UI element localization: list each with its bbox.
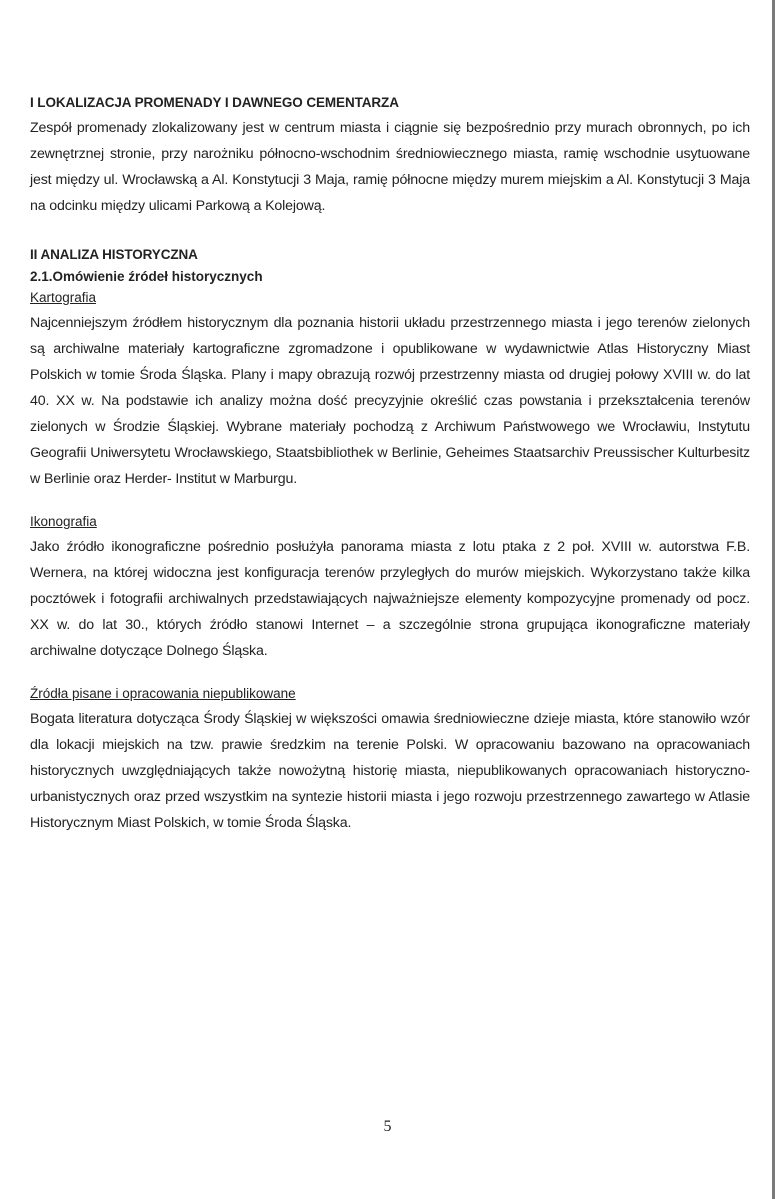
paragraph-ikonografia: Jako źródło ikonograficzne pośrednio posłużyła panorama miasta z lotu ptaka z 2 poł. XVIII w. autorstwa F.B. Wernera, na której widoczna jest konfiguracja terenów przyległych do murów miejskich. Wykorzystano także kilka pocztówek i fotografii archiwalnych przedstawiających najważniejsze elementy kompozycyjne promenady od pocz. XX w. do lat 30., których źródło stanowi Internet – a szczególnie strona grupująca ikonograficzne materiały archiwalne dotyczące Dolnego Śląska. [30,539,750,659]
spacer [30,492,750,512]
document-page [30,93,750,836]
spacer [30,664,750,684]
label-zrodla-pisane: Źródła pisane i opracowania niepublikowane [30,686,296,701]
page-number: 5 [383,1118,392,1135]
label-ikonografia: Ikonografia [30,514,97,529]
paragraph-kartografia: Najcenniejszym źródłem historycznym dla poznania historii układu przestrzennego miasta i jego terenów zielonych są archiwalne materiały kartograficzne zgromadzone i opublikowane w wydawnictwie Atlas Historyczny Miast Polskich w tomie Środa Śląska. Plany i mapy obrazują rozwój przestrzenny miasta od drugiej połowy XVIII w. do lat 40. XX w. Na podstawie ich analizy można dość precyzyjnie określić czas powstania i przekształcenia terenów zielonych w Środzie Śląskiej. Wybrane materiały pochodzą z Archiwum Państwowego we Wrocławiu, Instytutu Geografii Uniwersytetu Wrocławskiego, Staatsbibliothek w Berlinie, Geheimes Staatsarchiv Preussischer Kulturbesitz w Berlinie oraz Herder- Institut w Marburgu. [30,315,750,487]
section-heading-analiza: II ANALIZA HISTORYCZNA [30,247,198,262]
section-heading-lokalizacja: I LOKALIZACJA PROMENADY I DAWNEGO CEMENTARZA [30,95,399,110]
spacer [30,219,750,245]
paragraph-lokalizacja: Zespół promenady zlokalizowany jest w centrum miasta i ciągnie się bezpośrednio przy murach obronnych, po ich zewnętrznej stronie, przy narożniku północno-wschodnim średniowiecznego miasta, ramię wschodnie usytuowane jest między ul. Wrocławską a Al. Konstytucji 3 Maja, ramię północne między murem miejskim a Al. Konstytucji 3 Maja na odcinku między ulicami Parkową a Kolejową. [30,120,750,214]
paragraph-zrodla-pisane: Bogata literatura dotycząca Środy Śląskiej w większości omawia średniowieczne dzieje miasta, które stanowiło wzór dla lokacji miejskich na tzw. prawie średzkim na terenie Polski. W opracowaniu bazowano na opracowaniach historycznych uwzględniających także nowożytną historię miasta, niepublikowanych opracowaniach historyczno-urbanistycznych oraz przed wszystkim na syntezie historii miasta i jego rozwoju przestrzennego zawartego w Atlasie Historycznym Miast Polskich, w tomie Środa Śląska. [30,711,750,831]
subsection-heading-zrodla: 2.1.Omówienie źródeł historycznych [30,269,263,284]
label-kartografia: Kartografia [30,290,97,305]
